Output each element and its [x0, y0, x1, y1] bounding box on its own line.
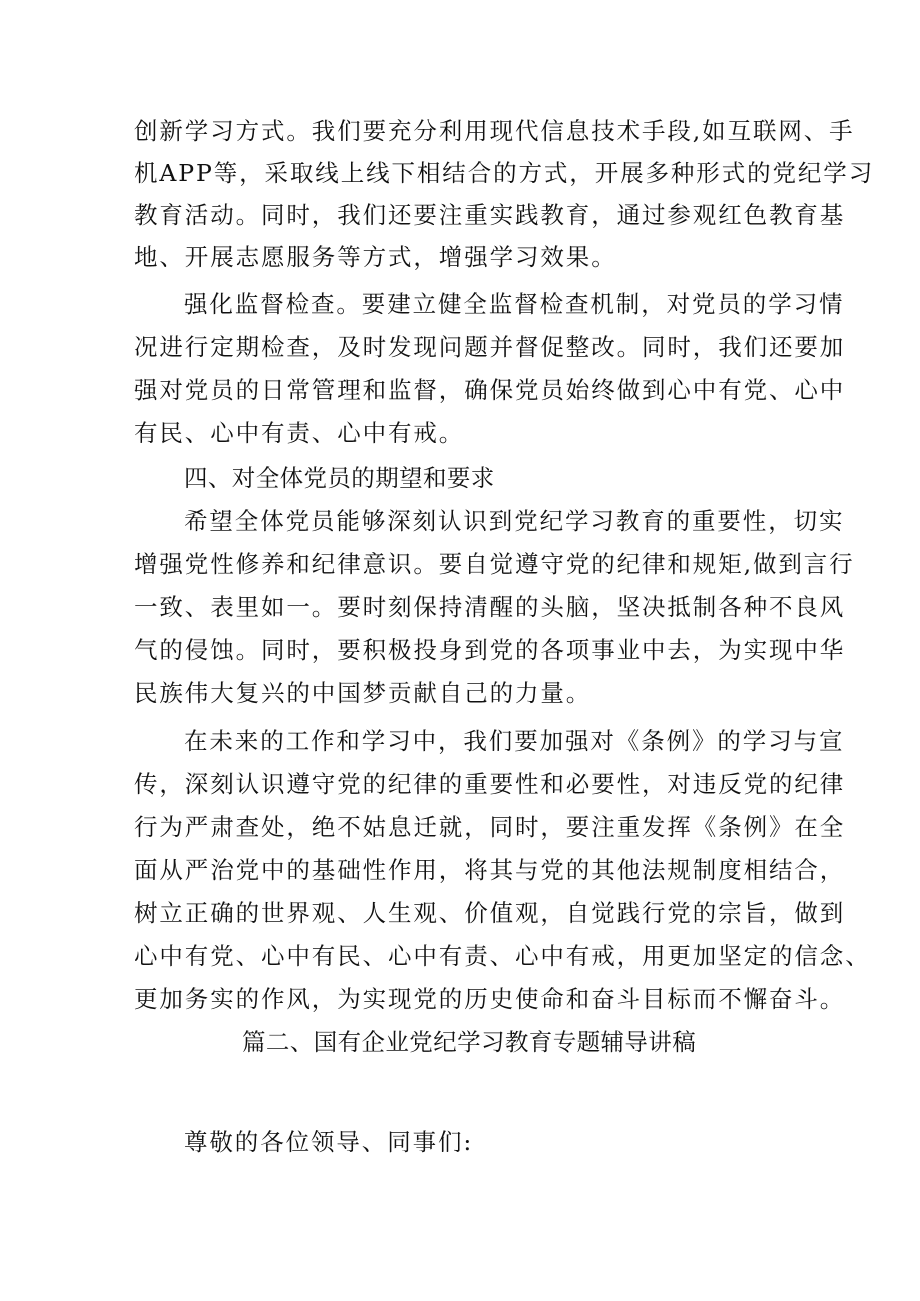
paragraph-3-line-2: 增强党性修养和纪律意识。要自觉遵守党的纪律和规矩,做到言行 [134, 550, 855, 578]
paragraph-4-line-3: 行为严肃查处，绝不姑息迁就，同时，要注重发挥《条例》在全 [134, 813, 846, 841]
paragraph-3-line-1: 希望全体党员能够深刻认识到党纪学习教育的重要性，切实 [184, 507, 845, 535]
paragraph-4-line-5: 树立正确的世界观、人生观、价值观，自觉践行党的宗旨，做到 [134, 899, 846, 927]
paragraph-2-line-1: 强化监督检查。要建立健全监督检查机制，对党员的学习情 [184, 290, 845, 318]
paragraph-3-line-3: 一致、表里如一。要时刻保持清醒的头脑，坚决抵制各种不良风 [134, 593, 846, 621]
paragraph-1-line-3: 教育活动。同时，我们还要注重实践教育，通过参观红色教育基 [134, 201, 846, 229]
section-heading-4: 四、对全体党员的期望和要求 [184, 464, 495, 492]
paragraph-1-line-4: 地、开展志愿服务等方式，增强学习效果。 [134, 243, 617, 271]
salutation: 尊敬的各位领导、同事们: [184, 1128, 474, 1156]
paragraph-4-line-1: 在未来的工作和学习中，我们要加强对《条例》的学习与宣 [184, 727, 845, 755]
paragraph-4-line-7: 更加务实的作风，为实现党的历史使命和奋斗目标而不懈奋斗。 [134, 985, 846, 1013]
paragraph-2-line-4: 有民、心中有责、心中有戒。 [134, 419, 465, 447]
paragraph-1-line-2: 机APP等，采取线上线下相结合的方式，开展多种形式的党纪学习 [134, 159, 875, 187]
paragraph-2-line-2: 况进行定期检查，及时发现问题并督促整改。同时，我们还要加 [134, 333, 846, 361]
paragraph-4-line-6: 心中有党、心中有民、心中有责、心中有戒，用更加坚定的信念、 [134, 942, 871, 970]
paragraph-1-line-1: 创新学习方式。我们要充分利用现代信息技术手段,如互联网、手 [134, 117, 855, 145]
paragraph-3-line-4: 气的侵蚀。同时，要积极投身到党的各项事业中去，为实现中华 [134, 636, 846, 664]
paragraph-4-line-2: 传，深刻认识遵守党的纪律的重要性和必要性，对违反党的纪律 [134, 770, 846, 798]
section-title: 篇二、国有企业党纪学习教育专题辅导讲稿 [242, 1028, 697, 1056]
paragraph-2-line-3: 强对党员的日常管理和监督，确保党员始终做到心中有党、心中 [134, 376, 846, 404]
paragraph-3-line-5: 民族伟大复兴的中国梦贡献自己的力量。 [134, 679, 592, 707]
paragraph-4-line-4: 面从严治党中的基础性作用，将其与党的其他法规制度相结合， [134, 856, 846, 884]
